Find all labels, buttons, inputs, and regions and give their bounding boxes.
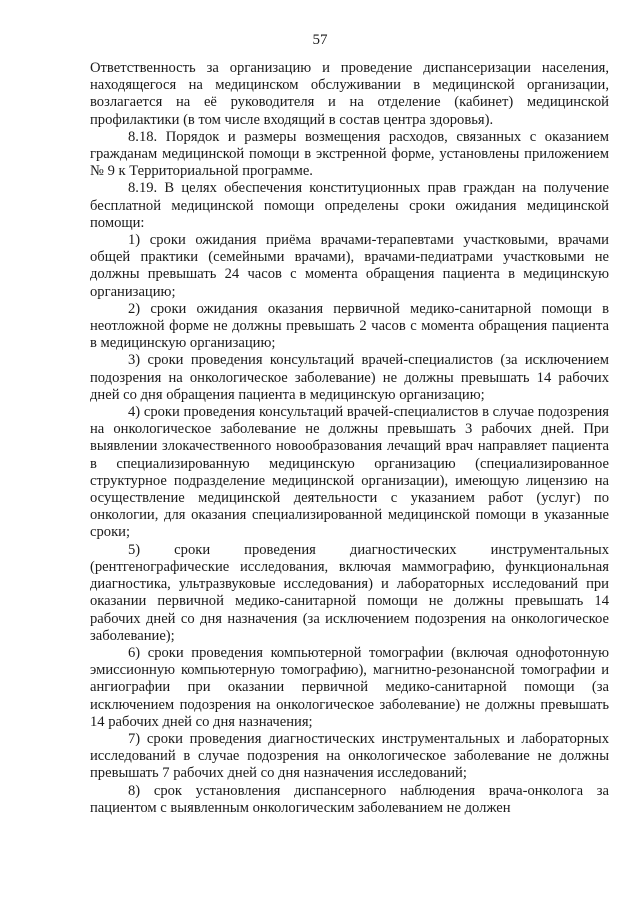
list-item-2: 2) сроки ожидания оказания первичной медико-санитарной помощи в неотложной форме не должны превышать 2 часов с момента обращения пациента в медицинскую организацию; (90, 300, 609, 352)
page-number: 57 (312, 32, 328, 48)
list-item-4: 4) сроки проведения консультаций врачей-специалистов в случае подозрения на онкологическое заболевание не должны превышать 3 рабочих дней. При выявлении злокачественного новообразования лечащий врач направляет пациента в специализированную медицинскую организацию (специализированное структурное подразделение медицинской организации), имеющую лицензию на осуществление медицинской деятельности с указанием работ (услуг) по онкологии, для оказания специализированной медицинской помощи в указанные сроки; (90, 404, 609, 541)
list-item-3: 3) сроки проведения консультаций врачей-специалистов (за исключением подозрения на онкологическое заболевание) не должны превышать 14 рабочих дней со дня обращения пациента в медицинскую организацию; (90, 352, 609, 403)
list-item-1: 1) сроки ожидания приёма врачами-терапевтами участковыми, врачами общей практики (семейными врачами), врачами-педиатрами участковыми не должны превышать 24 часов с момента обращения пациента в медицинскую организацию; (90, 232, 609, 300)
paragraph-responsibility: Ответственность за организацию и проведение диспансеризации населения, находящегося на медицинском обслуживании в медицинской организации, возлагается на её руководителя и на отделение (кабинет) медицинской профилактики (в том числе входящий в состав центра здоровья). (90, 60, 609, 128)
paragraph-8-18: 8.18. Порядок и размеры возмещения расходов, связанных с оказанием гражданам медицинской помощи в экстренной форме, установлены приложением № 9 к Территориальной программе. (90, 128, 609, 180)
paragraph-8-19: 8.19. В целях обеспечения конституционных прав граждан на получение бесплатной медицинской помощи определены сроки ожидания медицинской помощи: (90, 180, 609, 231)
list-item-6: 6) сроки проведения компьютерной томографии (включая однофотонную эмиссионную компьютерную томографию), магнитно-резонансной томографии и ангиографии при оказании первичной медико-санитарной помощи (за исключением подозрения на онкологическое заболевание) не должны превышать 14 рабочих дней со дня назначения; (90, 644, 609, 730)
body-text (90, 60, 609, 817)
list-item-8: 8) срок установления диспансерного наблюдения врача-онколога за пациентом с выявленным онкологическим заболеванием не должен (90, 782, 609, 816)
list-item-7: 7) сроки проведения диагностических инструментальных и лабораторных исследований в случае подозрения на онкологическое заболевание не должны превышать 7 рабочих дней со дня назначения исследований; (90, 730, 609, 782)
list-item-5: 5) сроки проведения диагностических инструментальных (рентгенографические исследования, включая маммографию, функциональная диагностика, ультразвуковые исследования) и лабораторных исследований при оказании первичной медико-санитарной помощи не должны превышать 14 рабочих дней со дня назначения (за исключением подозрения на онкологическое заболевание); (90, 541, 609, 644)
